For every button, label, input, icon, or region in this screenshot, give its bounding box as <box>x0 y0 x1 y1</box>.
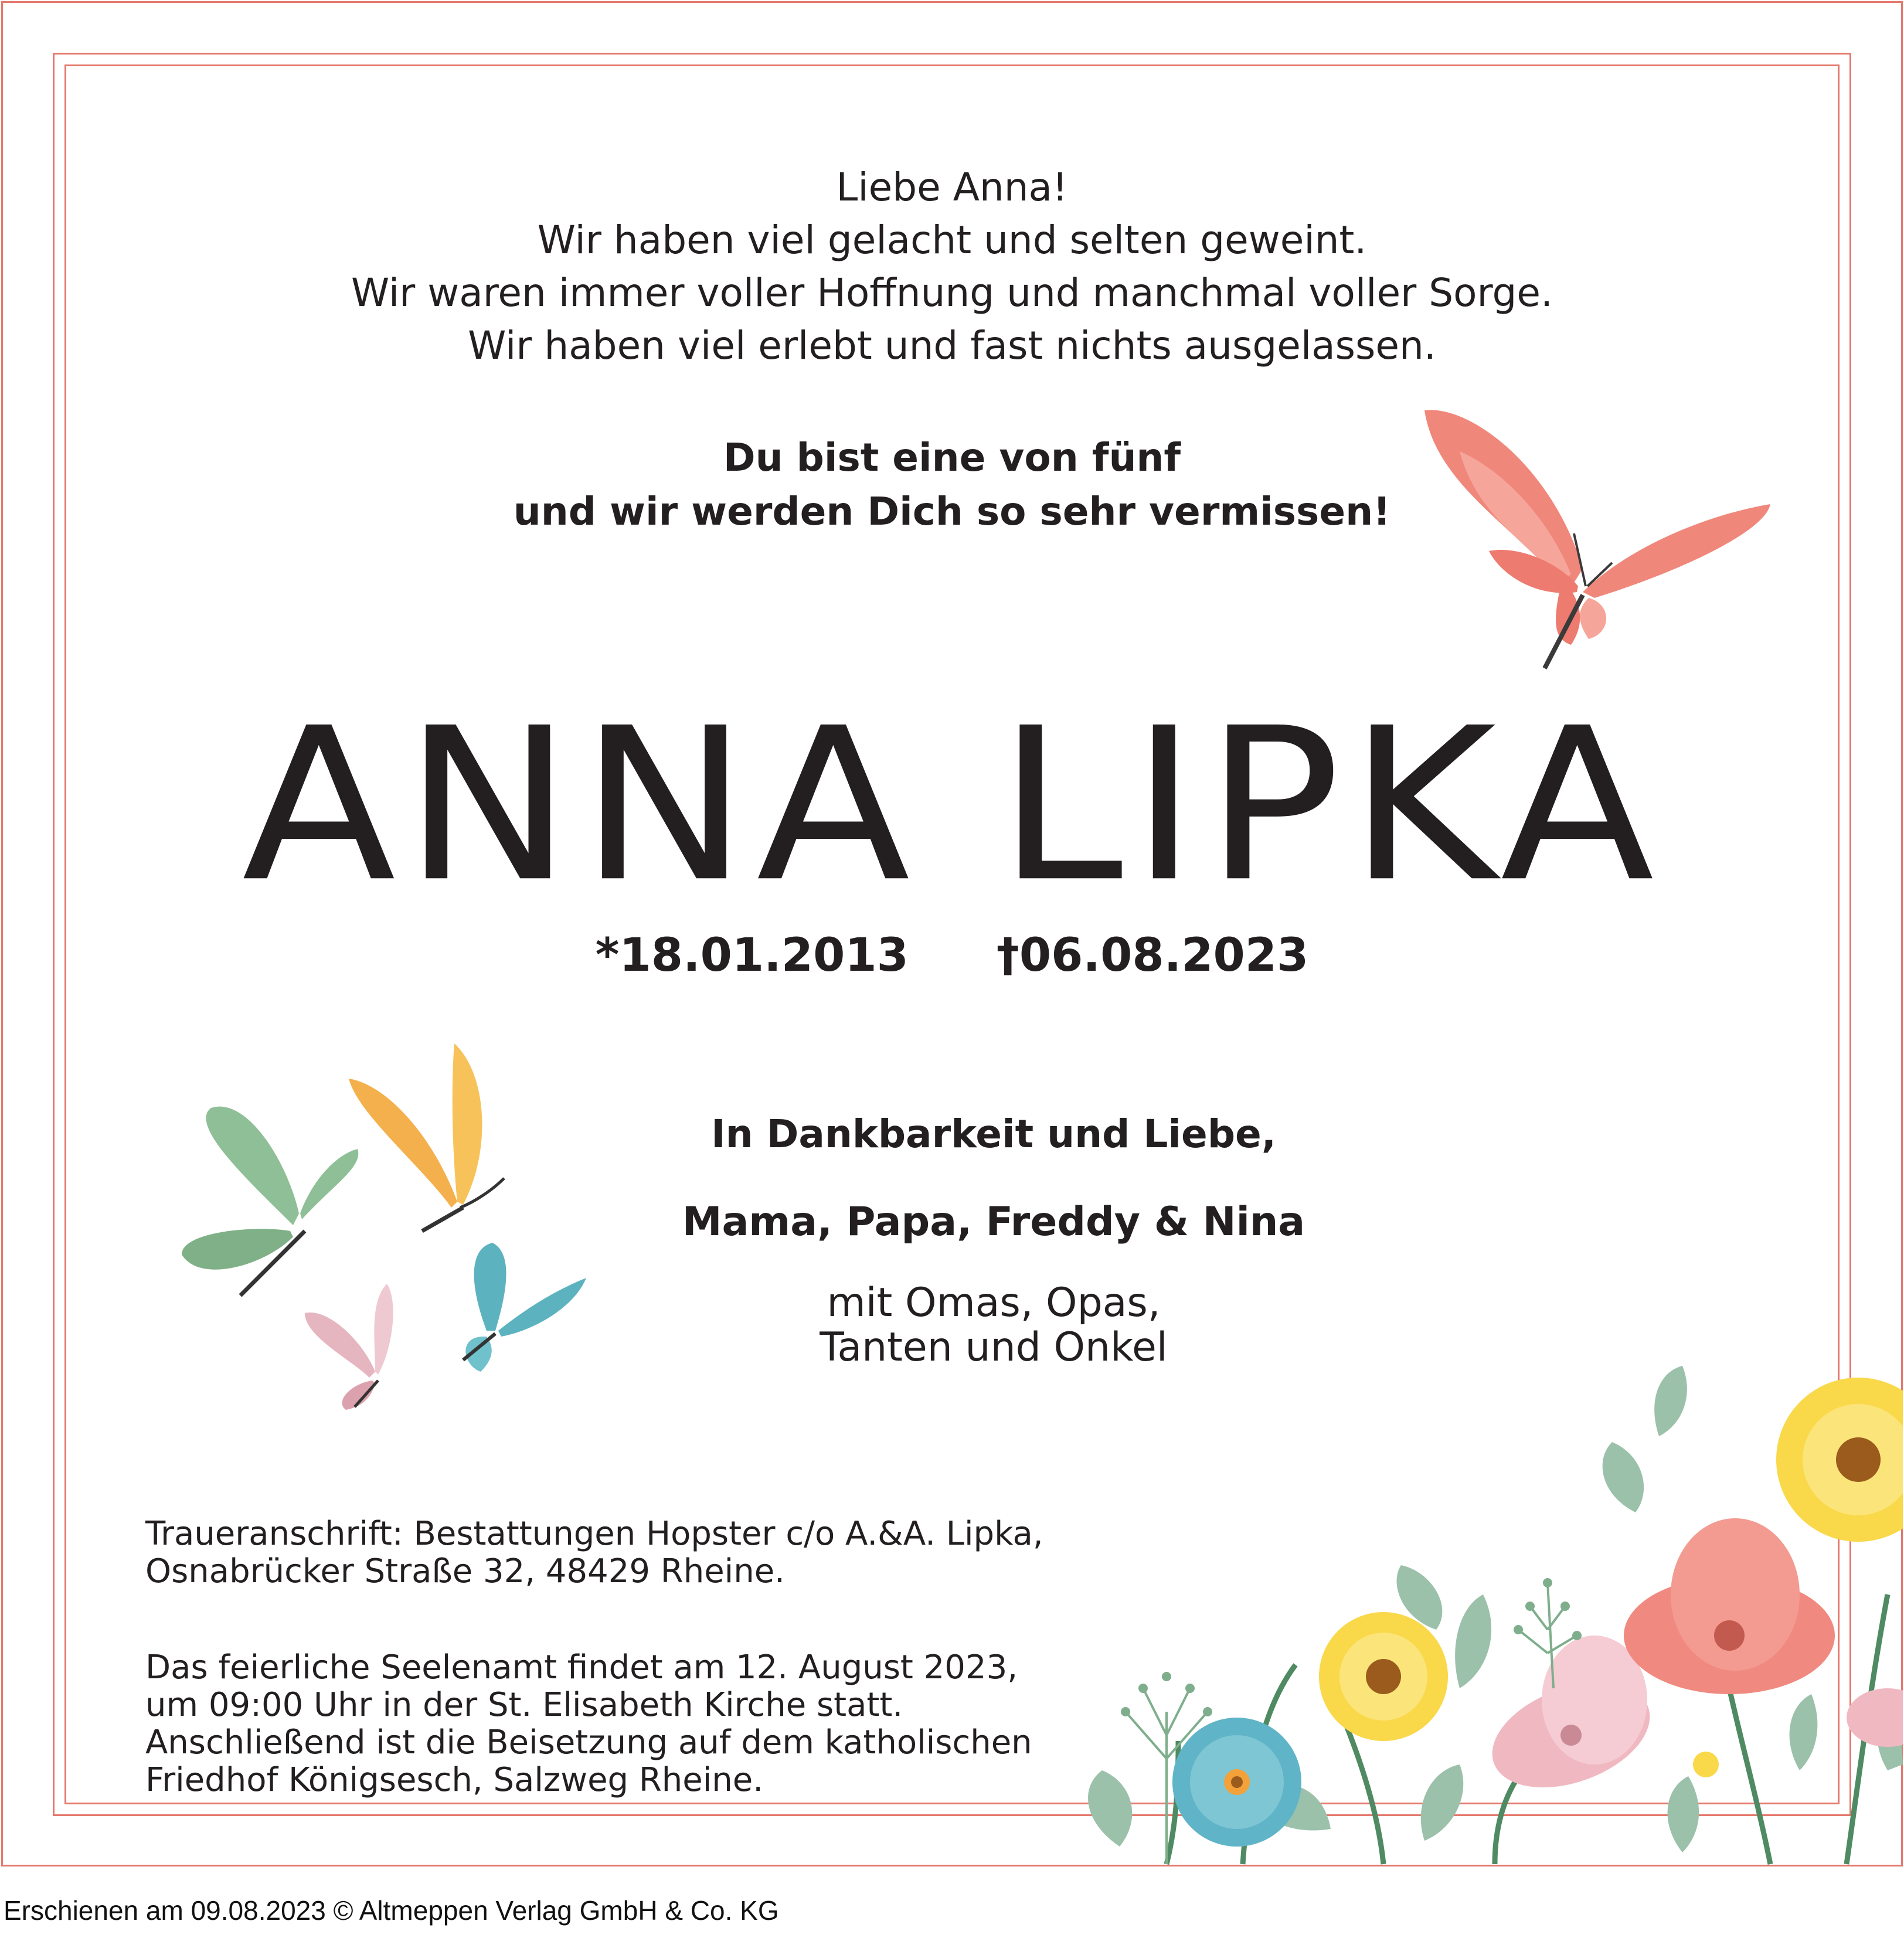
mourning-address <box>145 1515 1083 1590</box>
family-greeting: In Dankbarkeit und Liebe, <box>711 1111 1276 1157</box>
family-names: Mama, Papa, Freddy & Nina <box>682 1199 1305 1245</box>
message-line: und wir werden Dich so sehr vermissen! <box>513 489 1391 534</box>
poem-line: Liebe Anna! <box>836 165 1068 210</box>
service-line: um 09:00 Uhr in der St. Elisabeth Kirche statt. <box>145 1686 903 1724</box>
address-line: Traueranschrift: Bestattungen Hopster c/o A.&A. Lipka, <box>145 1515 1043 1553</box>
birth-date: *18.01.2013 <box>595 929 909 982</box>
service-line: Friedhof Königsesch, Salzweg Rheine. <box>145 1761 764 1799</box>
poem-line: Wir haben viel erlebt und fast nichts ausgelassen. <box>468 323 1436 368</box>
poem <box>0 161 1904 372</box>
flower-icon <box>1049 1360 1903 1868</box>
publication-footer: Erschienen am 09.08.2023 © Altmeppen Verlag GmbH & Co. KG <box>4 1895 779 1926</box>
death-date: †06.08.2023 <box>996 929 1309 982</box>
message-line: Du bist eine von fünf <box>723 435 1181 480</box>
service-info <box>145 1649 1083 1799</box>
contact-block <box>145 1515 1083 1858</box>
poem-line: Wir haben viel gelacht und selten geweint. <box>537 217 1367 263</box>
address-line: Osnabrücker Straße 32, 48429 Rheine. <box>145 1552 785 1590</box>
service-line: Das feierliche Seelenamt findet am 12. August 2023, <box>145 1648 1018 1687</box>
butterfly-icon <box>1419 399 1782 680</box>
butterfly-icon <box>176 1032 598 1419</box>
deceased-name: ANNA LIPKA <box>242 683 1662 929</box>
family-relatives <box>616 1281 1372 1370</box>
poem-line: Wir waren immer voller Hoffnung und manchmal voller Sorge. <box>351 270 1553 315</box>
dates <box>0 929 1904 982</box>
service-line: Anschließend ist die Beisetzung auf dem katholischen <box>145 1723 1032 1762</box>
relatives-line: mit Omas, Opas, <box>827 1280 1161 1326</box>
relatives-line: Tanten und Onkel <box>820 1324 1168 1371</box>
